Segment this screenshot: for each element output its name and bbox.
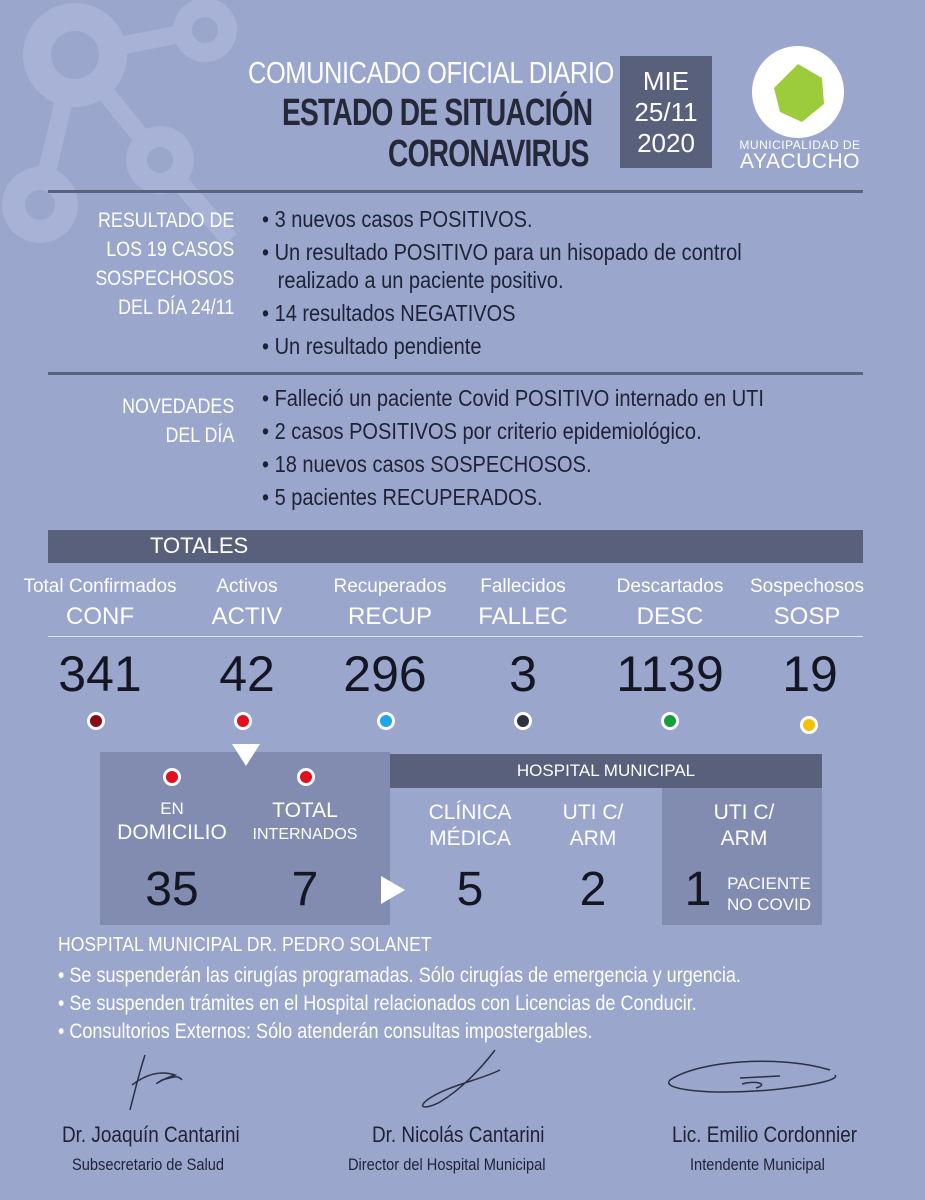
home-label: DOMICILIO [117, 821, 227, 844]
list-item-continuation: realizado a un paciente positivo. [277, 267, 564, 293]
logo-text-big: AYACUCHO [740, 150, 860, 173]
hospital-notes-title: HOSPITAL MUNICIPAL DR. PEDRO SOLANET [58, 934, 432, 956]
stat-dot-recovered [377, 712, 395, 730]
non-covid-note-line: NO COVID [726, 895, 812, 914]
list-item: • Consultorios Externos: Sólo atenderán consultas impostergables. [58, 1020, 593, 1043]
clinica-value: 5 [456, 863, 484, 916]
stat-value-confirmed: 341 [58, 646, 142, 702]
uti-noncovid-label-2: ARM [720, 827, 768, 850]
map-icon [752, 46, 844, 138]
date-daymonth: 25/11 [634, 97, 698, 127]
admitted-label: TOTAL [272, 799, 338, 822]
stat-name: Total Confirmados [23, 576, 177, 597]
home-value: 35 [145, 863, 199, 916]
signature-2 [400, 1040, 510, 1120]
stat-value-active: 42 [219, 646, 275, 702]
uti-label-2: ARM [569, 827, 617, 850]
signature-1 [100, 1050, 210, 1120]
stat-name: Sospechosos [749, 576, 865, 597]
non-covid-note-line: PACIENTE [727, 874, 811, 893]
stat-dot-confirmed [87, 712, 105, 730]
news-label-line: DEL DÍA [165, 424, 235, 447]
results-label-line: SOSPECHOSOS [95, 267, 235, 290]
signature-name: Dr. Joaquín Cantarini [62, 1122, 240, 1147]
signature-3 [660, 1050, 850, 1120]
date-box [620, 56, 712, 168]
header-title: ESTADO DE SITUACIÓN [282, 92, 593, 134]
stat-abbr: FALLEC [478, 603, 568, 630]
list-item: • 18 nuevos casos SOSPECHOSOS. [262, 451, 592, 477]
stat-name: Fallecidos [480, 576, 566, 597]
stat-dot-discarded [661, 712, 679, 730]
stat-abbr: SOSP [773, 603, 841, 630]
signature-role: Director del Hospital Municipal [348, 1155, 546, 1174]
signature-name: Lic. Emilio Cordonnier [672, 1122, 858, 1147]
stat-name: Descartados [616, 576, 724, 597]
stat-name: Activos [216, 576, 278, 597]
admitted-dot [297, 768, 315, 786]
results-label-line: DEL DÍA 24/11 [118, 296, 235, 319]
down-arrow-icon [232, 744, 260, 768]
home-dot [163, 768, 181, 786]
stat-value-deceased: 3 [509, 646, 537, 702]
uti-value: 2 [579, 863, 607, 916]
stat-name: Recuperados [333, 576, 447, 597]
logo-text-small: MUNICIPALIDAD DE [739, 138, 861, 152]
signature-role: Subsecretario de Salud [72, 1155, 224, 1174]
clinica-label-2: MÉDICA [429, 827, 511, 850]
divider [48, 372, 863, 375]
hospital-notes-list [58, 962, 741, 1046]
uti-noncovid-value: 1 [684, 863, 712, 916]
stat-abbr: ACTIV [211, 603, 283, 630]
results-label [60, 206, 234, 322]
list-item: • Se suspenden trámites en el Hospital relacionados con Licencias de Conducir. [58, 992, 697, 1015]
stat-value-suspected: 19 [782, 646, 838, 702]
date-year: 2020 [637, 128, 695, 158]
news-label-line: NOVEDADES [122, 395, 235, 418]
clinica-label: CLÍNICA [428, 801, 512, 824]
totals-label: TOTALES [150, 533, 249, 558]
list-item: • Se suspenderán las cirugías programadas. Sólo cirugías de emergencia y urgencia. [58, 964, 741, 987]
date-weekday: MIE [642, 66, 690, 96]
non-covid-note [722, 873, 816, 915]
list-item: • Falleció un paciente Covid POSITIVO internado en UTI [262, 385, 764, 411]
results-label-line: LOS 19 CASOS [106, 238, 235, 261]
stat-value-discarded: 1139 [616, 646, 724, 702]
list-item: • 5 pacientes RECUPERADOS. [262, 484, 543, 510]
stat-dot-active [234, 712, 252, 730]
header-kicker: COMUNICADO OFICIAL DIARIO [248, 55, 614, 90]
list-item: • 14 resultados NEGATIVOS [262, 300, 516, 326]
list-item: • 3 nuevos casos POSITIVOS. [262, 206, 533, 232]
signature-role: Intendente Municipal [690, 1155, 825, 1174]
divider [48, 190, 863, 193]
totals-underline [48, 636, 863, 637]
results-label-line: RESULTADO DE [98, 209, 235, 232]
admitted-value: 7 [291, 863, 319, 916]
stat-abbr: DESC [636, 603, 704, 630]
stat-abbr: CONF [66, 603, 134, 630]
stat-dot-suspected [800, 716, 818, 734]
admitted-label-small: INTERNADOS [252, 826, 358, 843]
stat-value-recovered: 296 [343, 646, 427, 702]
home-label-small: EN [160, 799, 184, 818]
right-arrow-icon [381, 876, 405, 904]
results-list [262, 205, 742, 365]
stat-dot-deceased [514, 712, 532, 730]
uti-label: UTI C/ [562, 801, 624, 824]
hospital-header: HOSPITAL MUNICIPAL [390, 754, 822, 788]
uti-noncovid-label: UTI C/ [713, 801, 775, 824]
header-subtitle: CORONAVIRUS [388, 133, 589, 175]
signature-name: Dr. Nicolás Cantarini [372, 1122, 545, 1147]
news-list [262, 384, 764, 516]
stat-abbr: RECUP [347, 603, 432, 630]
list-item: • Un resultado POSITIVO para un hisopado de control [262, 239, 742, 265]
news-label [60, 392, 234, 450]
municipality-logo [752, 46, 844, 138]
list-item: • 2 casos POSITIVOS por criterio epidemiológico. [262, 418, 702, 444]
list-item: • Un resultado pendiente [262, 333, 482, 359]
